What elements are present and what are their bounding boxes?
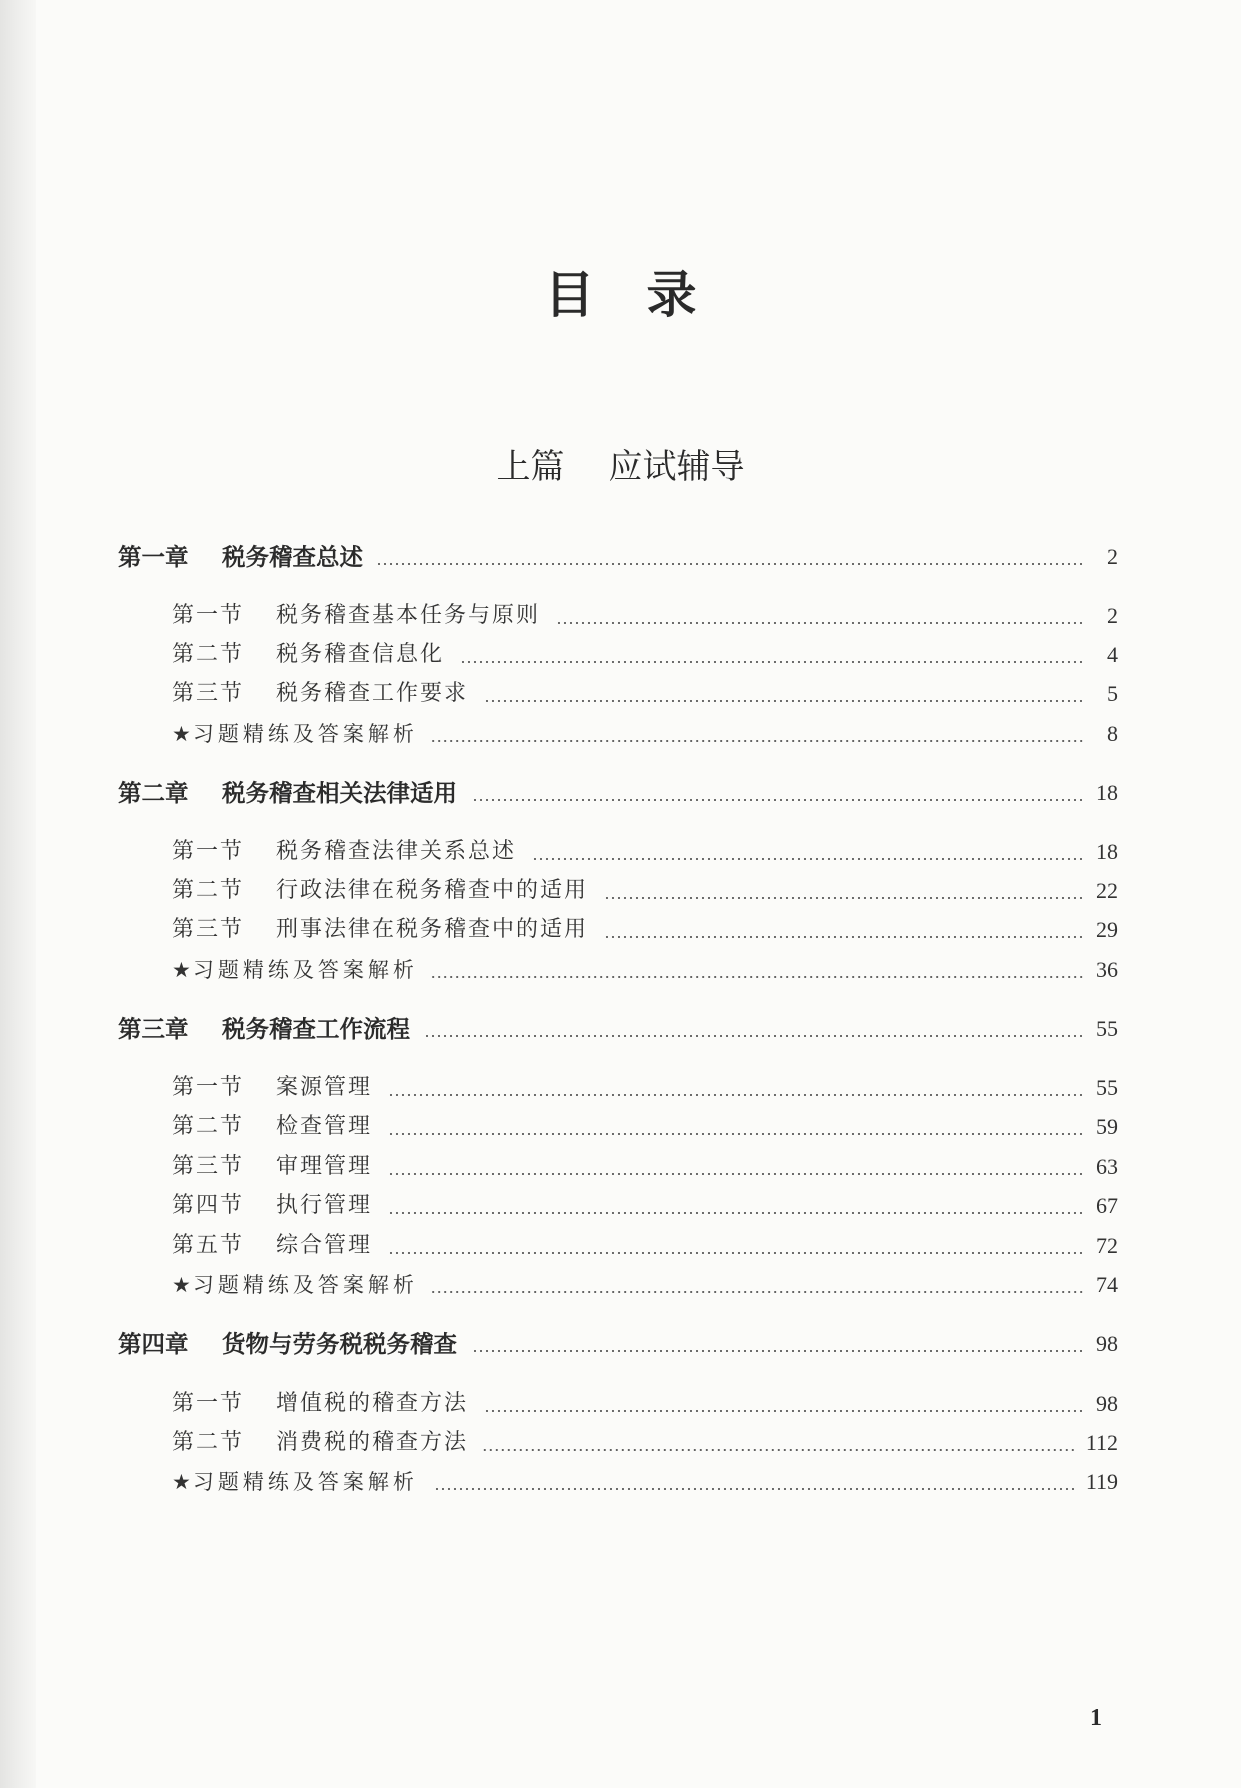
section-title: 行政法律在税务稽查中的适用 — [276, 878, 589, 903]
star-icon: ★ — [172, 1470, 191, 1494]
toc-entry-chapter[interactable] — [118, 1327, 1118, 1361]
chapter-number: 第三章 — [118, 1015, 189, 1043]
dot-leader — [432, 1290, 1084, 1294]
dot-leader — [482, 1448, 1076, 1452]
page-number: 112 — [1085, 1430, 1118, 1455]
section-number: 第一节 — [172, 1075, 245, 1100]
section-number: 第二节 — [172, 1114, 245, 1139]
toc-entry-section[interactable] — [118, 1110, 1118, 1144]
page-number: 63 — [1096, 1154, 1118, 1179]
part-label: 上篇 — [496, 447, 565, 487]
star-icon: ★ — [172, 1273, 191, 1297]
section-number: 第二节 — [172, 1430, 245, 1455]
page-number: 4 — [1107, 642, 1118, 667]
chapter-title: 货物与劳务税税务稽查 — [222, 1330, 457, 1358]
toc-entry-section[interactable] — [118, 1387, 1118, 1421]
chapter-number: 第一章 — [118, 543, 189, 571]
toc-entry-section[interactable] — [118, 1071, 1118, 1105]
page-number: 8 — [1107, 721, 1118, 746]
dot-leader — [386, 1251, 1084, 1255]
part-name: 应试辅导 — [608, 447, 745, 487]
toc-title: 目录 — [544, 265, 749, 324]
section-number: 第一节 — [172, 603, 245, 628]
dot-leader — [386, 1132, 1084, 1136]
dot-leader — [458, 660, 1084, 664]
toc-entry-section[interactable] — [118, 913, 1118, 947]
section-title: 税务稽查工作要求 — [276, 681, 469, 706]
exercise-title: 习题精练及答案解析 — [192, 1273, 418, 1297]
section-number: 第五节 — [172, 1233, 245, 1258]
dot-leader — [432, 1487, 1076, 1491]
page-number: 119 — [1085, 1469, 1118, 1494]
page-number: 2 — [1107, 603, 1118, 628]
section-number: 第一节 — [172, 1391, 245, 1416]
toc-entry-section[interactable] — [118, 874, 1118, 908]
section-title: 刑事法律在税务稽查中的适用 — [276, 917, 589, 942]
exercise-title: 习题精练及答案解析 — [192, 958, 418, 982]
page-number: 59 — [1096, 1114, 1118, 1139]
toc-entry-section[interactable] — [118, 835, 1118, 869]
toc-entry-chapter[interactable] — [118, 776, 1118, 810]
chapter-title: 税务稽查相关法律适用 — [222, 779, 457, 807]
page-number: 55 — [1096, 1016, 1118, 1041]
section-title: 增值税的稽查方法 — [276, 1391, 469, 1416]
section-title: 税务稽查基本任务与原则 — [276, 603, 541, 628]
dot-leader — [432, 739, 1084, 743]
page-number: 67 — [1096, 1193, 1118, 1218]
section-number: 第二节 — [172, 878, 245, 903]
section-number: 第二节 — [172, 642, 245, 667]
section-title: 税务稽查信息化 — [276, 642, 445, 667]
page-number: 5 — [1107, 681, 1118, 706]
section-title: 执行管理 — [276, 1193, 373, 1218]
dot-leader — [602, 935, 1084, 939]
dot-leader — [386, 1093, 1084, 1097]
dot-leader — [530, 857, 1084, 861]
book-spine-shadow — [0, 0, 36, 1788]
page-number: 98 — [1096, 1391, 1118, 1416]
section-title: 税务稽查法律关系总述 — [276, 839, 517, 864]
dot-leader — [386, 1211, 1084, 1215]
section-title: 案源管理 — [276, 1075, 373, 1100]
toc-entry-chapter[interactable] — [118, 540, 1118, 574]
section-number: 第三节 — [172, 681, 245, 706]
page-number: 22 — [1096, 878, 1118, 903]
dot-leader — [482, 699, 1084, 703]
page-number: 98 — [1096, 1331, 1118, 1356]
toc-entry-section[interactable] — [118, 638, 1118, 672]
toc-entry-exercise[interactable] — [118, 1268, 1118, 1302]
dot-leader — [482, 1409, 1084, 1413]
dot-leader — [602, 896, 1084, 900]
toc-entry-section[interactable] — [118, 1150, 1118, 1184]
page-number: 2 — [1107, 544, 1118, 569]
section-number: 第一节 — [172, 839, 245, 864]
dot-leader — [377, 562, 1084, 566]
page-number: 72 — [1096, 1233, 1118, 1258]
section-number: 第四节 — [172, 1193, 245, 1218]
dot-leader — [386, 1172, 1084, 1176]
dot-leader — [424, 1034, 1084, 1038]
section-title: 消费税的稽查方法 — [276, 1430, 469, 1455]
page-number: 55 — [1096, 1075, 1118, 1100]
star-icon: ★ — [172, 958, 191, 982]
section-number: 第三节 — [172, 1154, 245, 1179]
toc-entry-exercise[interactable] — [118, 953, 1118, 987]
toc-entry-section[interactable] — [118, 677, 1118, 711]
table-of-contents — [118, 0, 1118, 1788]
section-title: 综合管理 — [276, 1233, 373, 1258]
page-number: 74 — [1096, 1272, 1118, 1297]
exercise-title: 习题精练及答案解析 — [192, 1470, 418, 1494]
toc-entry-section[interactable] — [118, 1189, 1118, 1223]
toc-entry-exercise[interactable] — [118, 1465, 1118, 1499]
page-number: 36 — [1096, 957, 1118, 982]
toc-entry-chapter[interactable] — [118, 1012, 1118, 1046]
toc-entry-section[interactable] — [118, 1426, 1118, 1460]
chapter-title: 税务稽查总述 — [222, 543, 363, 571]
toc-entry-section[interactable] — [118, 1229, 1118, 1263]
section-number: 第三节 — [172, 917, 245, 942]
section-title: 检查管理 — [276, 1114, 373, 1139]
chapter-number: 第四章 — [118, 1330, 189, 1358]
toc-entry-exercise[interactable] — [118, 717, 1118, 751]
page-number: 18 — [1096, 839, 1118, 864]
section-title: 审理管理 — [276, 1154, 373, 1179]
toc-entry-section[interactable] — [118, 599, 1118, 633]
page-folio: 1 — [1090, 1705, 1102, 1731]
dot-leader — [432, 975, 1084, 979]
chapter-number: 第二章 — [118, 779, 189, 807]
dot-leader — [554, 621, 1084, 625]
page-number: 18 — [1096, 780, 1118, 805]
exercise-title: 习题精练及答案解析 — [192, 722, 418, 746]
dot-leader — [471, 1349, 1084, 1353]
page-number: 29 — [1096, 917, 1118, 942]
chapter-title: 税务稽查工作流程 — [222, 1015, 410, 1043]
dot-leader — [471, 798, 1084, 802]
star-icon: ★ — [172, 722, 191, 746]
